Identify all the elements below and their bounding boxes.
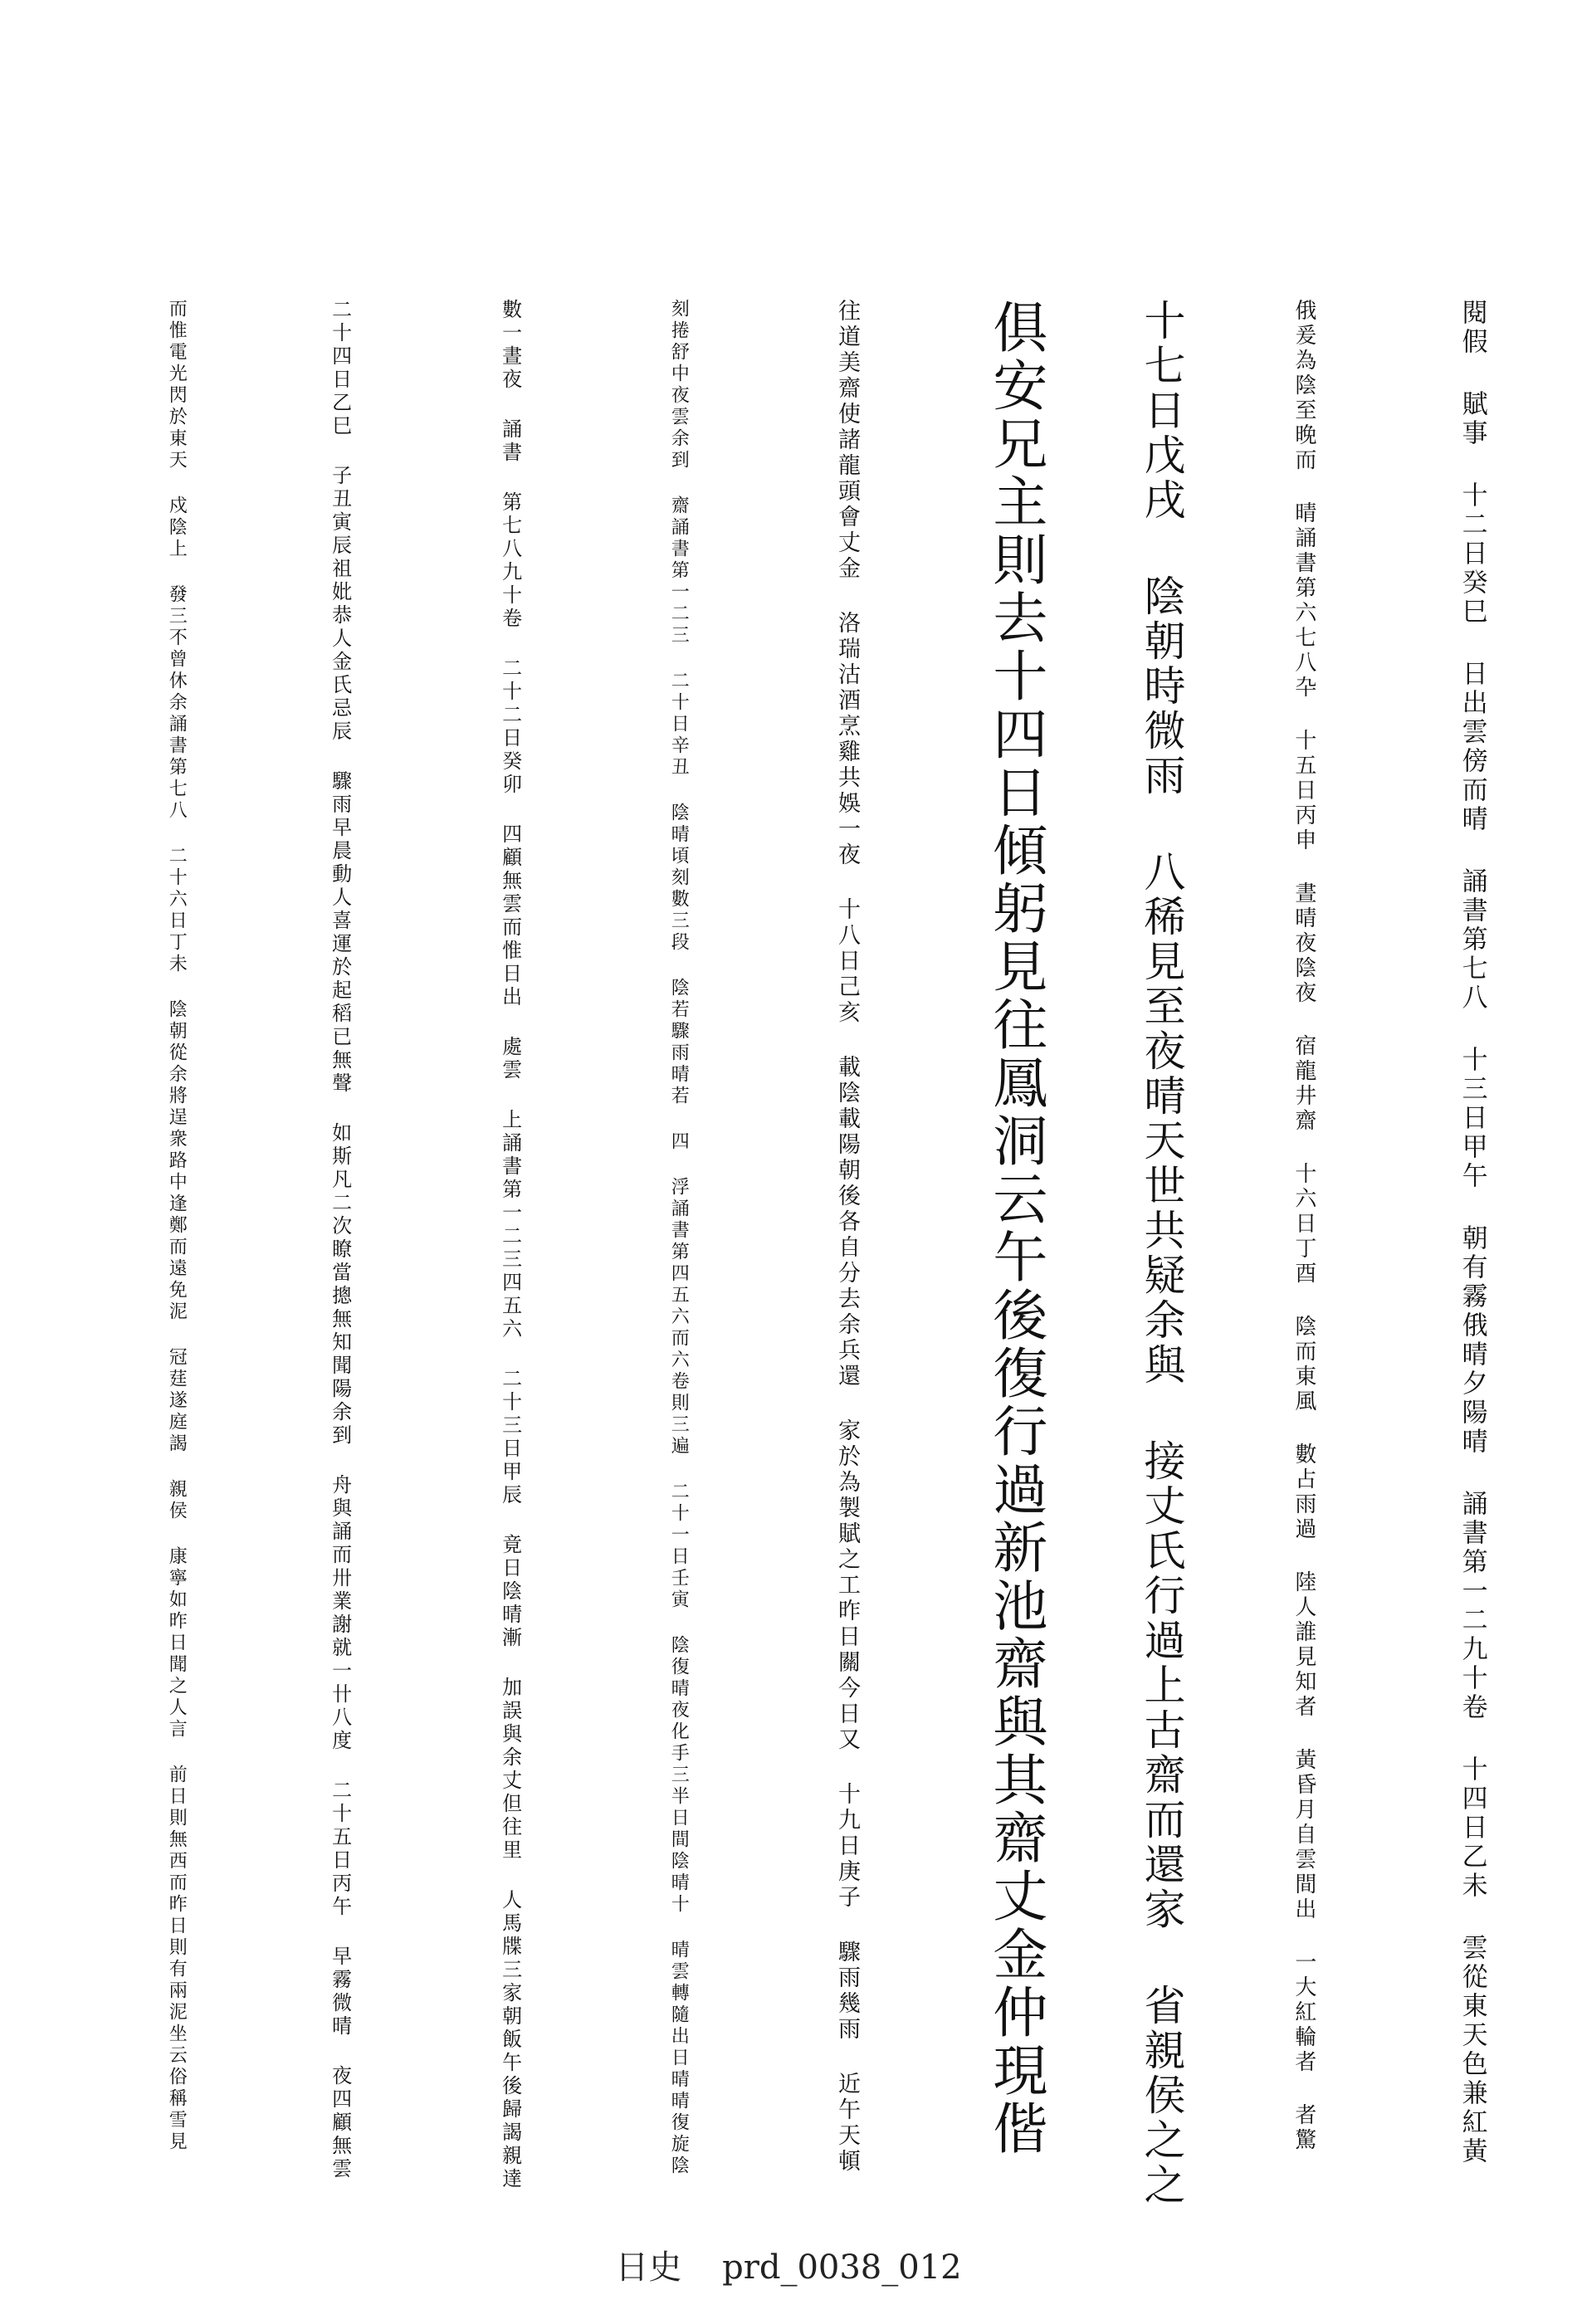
text-column-4: 俱安兄主則去十四日傾躬見往鳳洞云午後復行過新池齋與其齋丈金仲現偕	[983, 299, 1047, 2158]
footer-title: 日史	[615, 2248, 682, 2287]
text-column-9: 而惟電光閃於東天 戍陰上 發三不曾休余誦書第七八 二十六日丁未 陰朝從余將逞衆路中逢鄭而遠免泥 冠莛遂庭謁 親侯 康寧如昨日聞之人言 前日則無西而昨日則有兩泥坐云俗稱雪見	[166, 299, 188, 2153]
text-column-2: 俄爰為陰至晚而 晴誦書第六七八卆 十五日丙申 晝晴夜陰夜 宿龍井齋 十六日丁酉 陰而東風 數占雨過 陸人誰見知者 黃昏月自雲間出 一大紅輪者 者驚	[1291, 299, 1316, 2153]
text-column-8: 二十四日乙巳 子丑寅辰祖妣恭人金氏忌辰 驟雨早晨動人喜運於起稻已無聲 如斯凡二次瞭當摠無知聞陽余到 舟與誦而卅業謝就一卄八度 二十五日丙午 早霧微晴 夜四顧無雲	[328, 299, 352, 2181]
text-column-7: 數一晝夜 誦書 第七八九十卷 二十二日癸卯 四顧無雲而惟日出 處雲 上誦書第一二三四五六 二十三日甲辰 竟日陰晴漸 加誤與余丈但往里 人馬牒三家朝飯午後歸謁親達	[498, 299, 522, 2191]
page-footer	[0, 2241, 1577, 2288]
text-column-6: 刻捲舒中夜雲余到 齋誦書第一二三 二十日辛丑 陰晴頃刻數三段 陰若驟雨晴若 四 浮誦書第四五六而六卷則三遍 二十一日壬寅 陰復晴夜化手三半日間陰晴十 晴雲轉隨出日晴晴復旋陰	[668, 299, 690, 2177]
text-column-5: 往道美齋使諸龍頭會丈金 洛瑞沽酒烹雞共娛一夜 十八日己亥 載陰載陽朝後各自分去余兵還 家於為製賦之工昨日關今日又 十九日庚子 驟雨幾雨 近午天頓	[834, 299, 861, 2175]
text-column-3: 十七日戊戌 陰朝時微雨 八稀見至夜晴天世共疑余與 接丈氏行過上古齋而還家 省親侯之之	[1137, 299, 1186, 2208]
text-column-1: 閱假 賦事 十二日癸巳 日出雲傍而晴 誦書第七八 十三日甲午 朝有霧俄晴夕陽晴 誦書第一二九十卷 十四日乙未 雲從東天色兼紅黃	[1457, 299, 1487, 2166]
footer-id: prd_0038_012	[722, 2248, 962, 2287]
